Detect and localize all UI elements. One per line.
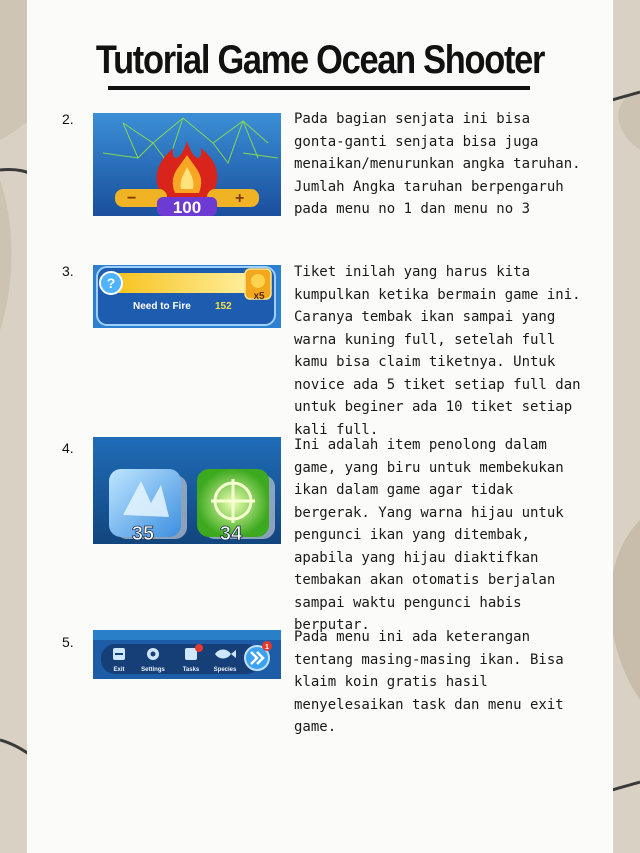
menu-bar-screenshot (93, 630, 281, 679)
help-icon: ? (106, 275, 116, 291)
bet-value: 100 (172, 198, 202, 216)
exit-icon (113, 648, 125, 660)
settings-label: Settings (141, 667, 165, 673)
step-number: 2. (62, 111, 74, 127)
need-to-fire-label: Need to Fire (133, 301, 191, 312)
freeze-item-count: 35 (131, 523, 155, 544)
minus-button: − (127, 190, 137, 207)
page-title: Tutorial Game Ocean Shooter (95, 38, 545, 82)
species-label: Species (213, 667, 237, 673)
step-number: 4. (62, 440, 74, 456)
step-description: Ini adalah item penolong dalam game, yang biru untuk membekukan ikan dalam game agar tidak bergerak. Yang warna hijau untuk pengunci ikan yang ditembak, apabila yang hijau diaktifkan tembakan akan otomatis berjalan sampai waktu pengunci habis berputar. (294, 437, 564, 633)
tasks-label: Tasks (182, 667, 200, 673)
ticket-multiplier: x5 (253, 291, 265, 302)
ticket-progress-screenshot (93, 265, 281, 328)
step-description: Pada bagian senjata ini bisa gonta-ganti senjata bisa juga menaikan/menurunkan angka taruhan. Jumlah Angka taruhan berpengaruh pada menu no 1 dan menu no 3 (294, 111, 581, 217)
plus-button: + (235, 190, 245, 207)
step-number: 5. (62, 634, 74, 650)
helper-items-screenshot (93, 437, 281, 544)
notification-badge: 1 (265, 644, 269, 651)
step-description: Tiket inilah yang harus kita kumpulkan ketika bermain game ini. Caranya tembak ikan sampai yang warna kuning full, setelah full kamu bisa claim tiketnya. Untuk novice ada 5 tiket setiap full dan untuk beginer ada 10 tiket setiap kali full. (294, 264, 581, 438)
fire-count: 152 (215, 301, 232, 312)
lock-item-count: 34 (219, 523, 243, 544)
exit-label: Exit (113, 667, 125, 673)
step-number: 3. (62, 263, 74, 279)
weapon-bet-screenshot (93, 113, 281, 216)
settings-icon (147, 648, 159, 660)
title-underline (108, 86, 530, 90)
step-description: Pada menu ini ada keterangan tentang masing-masing ikan. Bisa klaim koin gratis hasil menyelesaikan task dan menu exit game. (294, 629, 564, 735)
